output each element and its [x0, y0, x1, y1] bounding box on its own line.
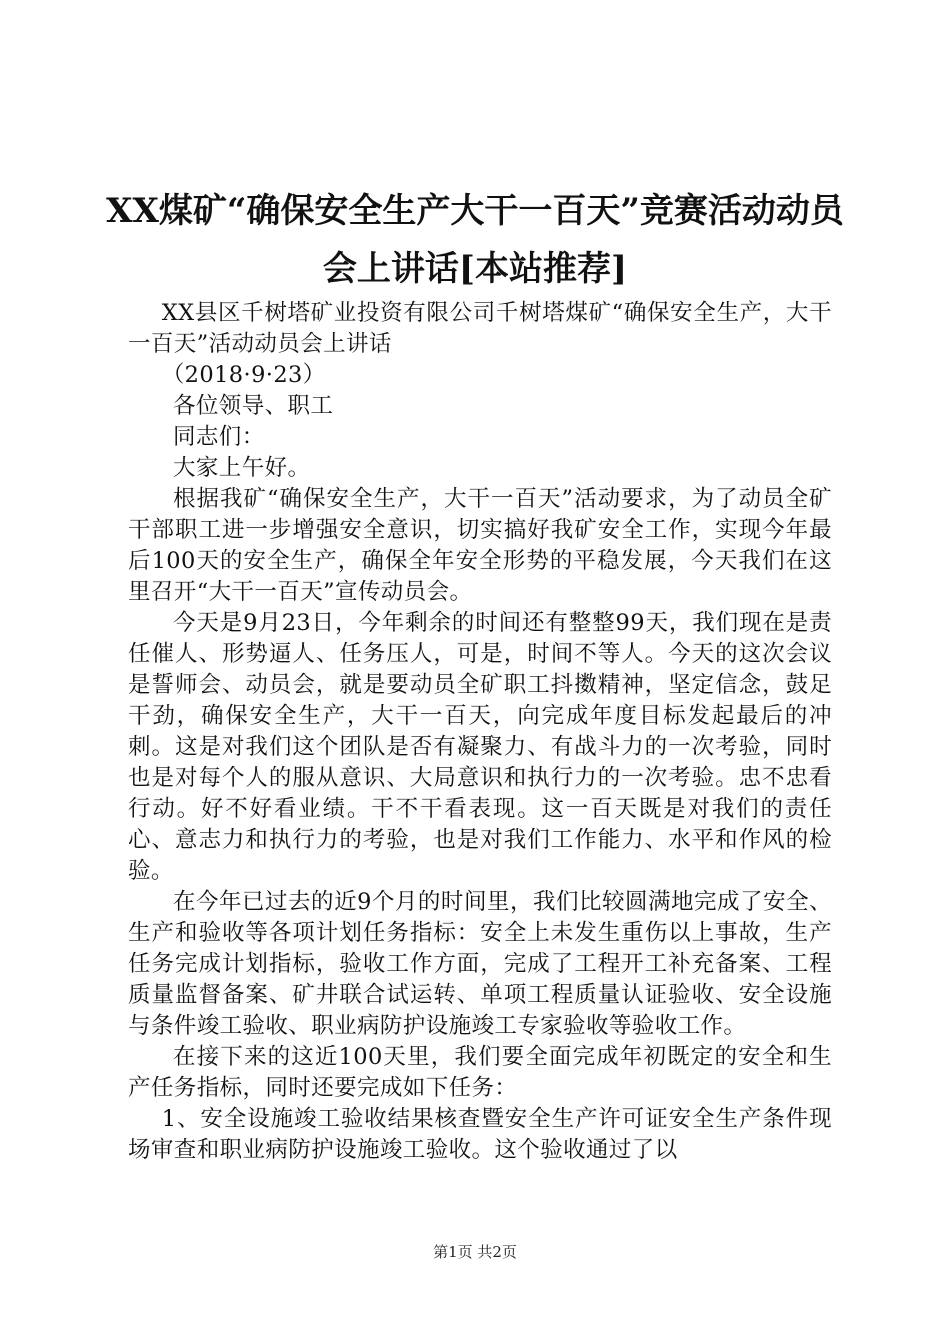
paragraph-body-2: 今天是9月23日，今年剩余的时间还有整整99天，我们现在是责任催人、形势逼人、任务压人，可是，时间不等人。今天的这次会议是誓师会、动员会，就是要动员全矿职工抖擞精神，坚定信念，鼓足干劲，确保安全生产，大干一百天，向完成年度目标发起最后的冲刺。这是对我们这个团队是否有凝聚力、有战斗力的一次考验，同时也是对每个人的服从意识、大局意识和执行力的一次考验。忠不忠看行动。好不好看业绩。干不干看表现。这一百天既是对我们的责任心、意志力和执行力的考验，也是对我们工作能力、水平和作风的检验。 [128, 610, 832, 884]
paragraph-body-4: 在接下来的这近100天里，我们要全面完成年初既定的安全和生产任务指标，同时还要完成如下任务： [128, 1044, 832, 1101]
paragraph-subtitle: XX县区千树塔矿业投资有限公司千树塔煤矿“确保安全生产，大干一百天”活动动员会上讲话 [128, 300, 832, 357]
paragraph-greeting: 大家上午好。 [173, 455, 311, 481]
paragraph-salutation-2: 同志们： [173, 424, 265, 450]
paragraph-date: （2018·9·23） [161, 362, 326, 388]
page-footer: 第1页 共2页 [433, 1243, 517, 1261]
paragraph-body-1: 根据我矿“确保安全生产，大干一百天”活动要求，为了动员全矿干部职工进一步增强安全意识，切实搞好我矿安全工作，实现今年最后100天的安全生产，确保全年安全形势的平稳发展，今天我们在这里召开“大干一百天”宣传动员会。 [128, 486, 832, 605]
paragraph-body-3: 在今年已过去的近9个月的时间里，我们比较圆满地完成了安全、生产和验收等各项计划任务指标：安全上未发生重伤以上事故，生产任务完成计划指标，验收工作方面，完成了工程开工补充备案、工程质量监督备案、矿井联合试运转、单项工程质量认证验收、安全设施与条件竣工验收、职业病防护设施竣工专家验收等验收工作。 [128, 889, 832, 1039]
paragraph-list-item-1: 1、安全设施竣工验收结果核查暨安全生产许可证安全生产条件现场审查和职业病防护设施竣工验收。这个验收通过了以 [128, 1106, 832, 1163]
document-body [128, 298, 832, 1166]
paragraph-salutation: 各位领导、职工 [173, 393, 334, 419]
document-title: XX煤矿“确保安全生产大干一百天”竞赛活动动员会上讲话[本站推荐] [106, 191, 844, 289]
